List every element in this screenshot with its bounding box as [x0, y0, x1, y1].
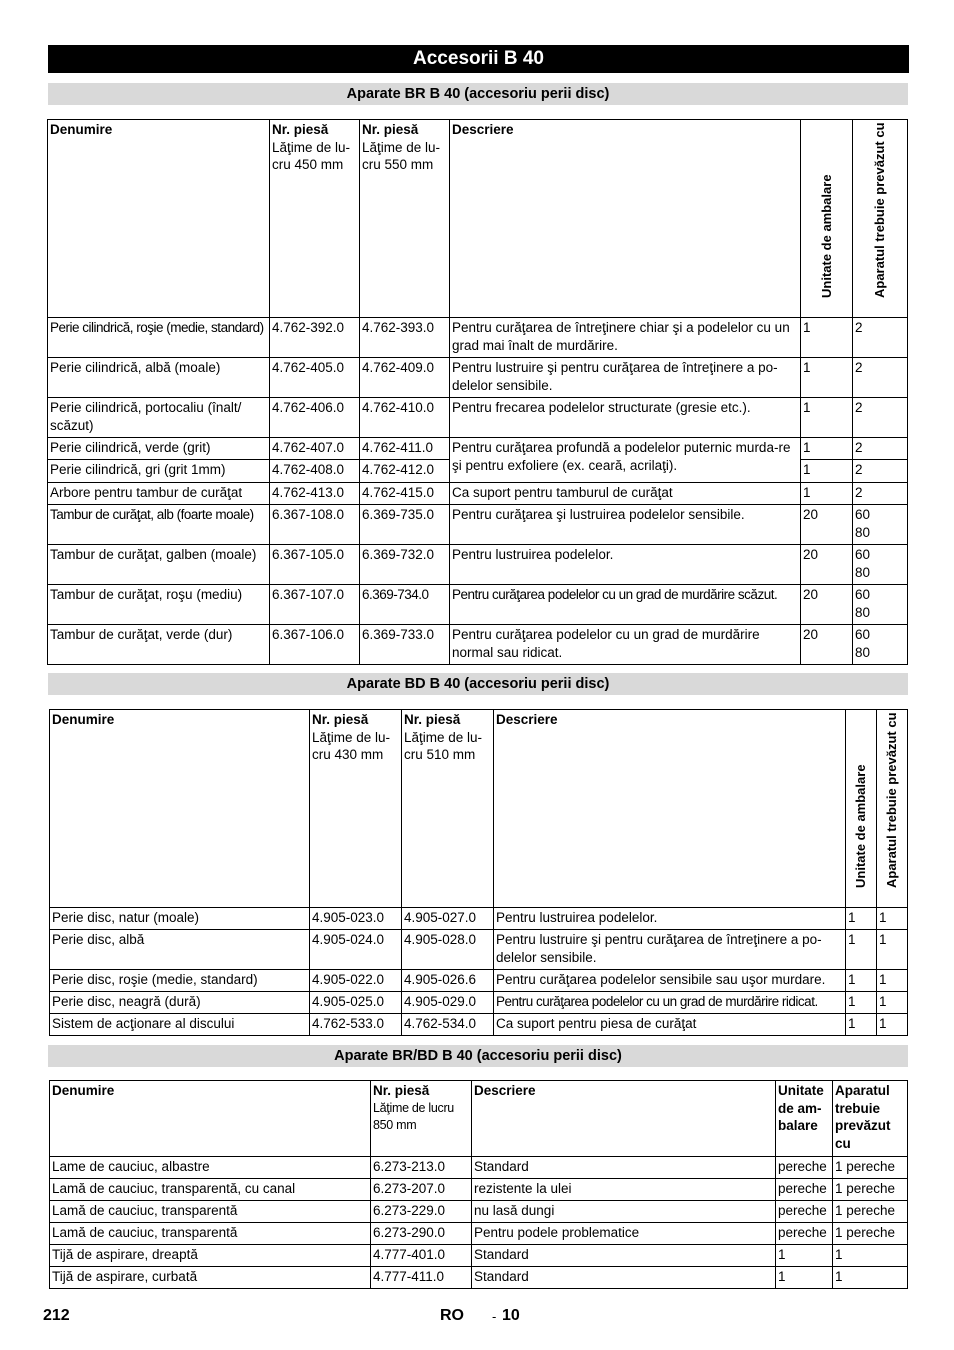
row-req: 1 [833, 1267, 908, 1289]
row-unit: pereche [776, 1157, 833, 1179]
table-row [48, 483, 908, 505]
row-desc: Standard [472, 1157, 776, 1179]
row-part1: 4.762-533.0 [310, 1014, 402, 1036]
table-brbd [49, 1080, 908, 1289]
row-unit: pereche [776, 1179, 833, 1201]
row-part2: 4.762-534.0 [402, 1014, 494, 1036]
row-req: 1 [877, 992, 908, 1014]
col-header-unit: Unitate de am-balare [776, 1081, 833, 1157]
footer-dash: - [492, 1309, 497, 1324]
table-row [50, 908, 908, 930]
row-part2: 4.905-029.0 [402, 992, 494, 1014]
row-unit: 20 [801, 545, 853, 585]
row-part1: 6.273-207.0 [371, 1179, 472, 1201]
row-desc: rezistente la ulei [472, 1179, 776, 1201]
section-title-brbd: Aparate BR/BD B 40 (accesoriu perii disc) [48, 1045, 908, 1067]
row-unit: 1 [776, 1245, 833, 1267]
col-header-desc: Descriere [494, 710, 846, 908]
row-part1: 4.762-407.0 [270, 438, 360, 460]
row-desc: Pentru podele problematice [472, 1223, 776, 1245]
row-desc: Pentru lustruirea podelelor. [450, 545, 801, 585]
row-unit: 1 [801, 438, 853, 460]
row-unit: 20 [801, 585, 853, 625]
table-header-row [50, 1081, 908, 1157]
table-bd [49, 709, 908, 1036]
row-unit: 1 [846, 930, 877, 970]
col-header-required: Aparatul trebuie prevăzut cu [853, 120, 908, 318]
row-part2: 4.905-028.0 [402, 930, 494, 970]
row-part2: 4.762-393.0 [360, 318, 450, 358]
row-req: 1 [877, 930, 908, 970]
row-name: Tambur de curăţat, roşu (mediu) [48, 585, 270, 625]
row-desc: Pentru curăţarea podelelor cu un grad de murdărire ridicat. [494, 992, 846, 1014]
row-part1: 4.905-022.0 [310, 970, 402, 992]
row-req: 60 80 [853, 545, 908, 585]
section-title-br: Aparate BR B 40 (accesoriu perii disc) [48, 83, 908, 105]
table-row [48, 358, 908, 398]
row-name: Tijă de aspirare, curbată [50, 1267, 371, 1289]
page-number: 212 [43, 1307, 70, 1324]
row-part1: 6.367-105.0 [270, 545, 360, 585]
table-br [47, 119, 908, 665]
table-row [48, 585, 908, 625]
row-desc: Pentru lustruire şi pentru curăţarea de întreţinere a po-delelor sensibile. [494, 930, 846, 970]
table-row [50, 1245, 908, 1267]
row-req: 60 80 [853, 625, 908, 665]
row-name: Perie disc, roşie (medie, standard) [50, 970, 310, 992]
row-unit: 20 [801, 625, 853, 665]
row-part1: 4.762-405.0 [270, 358, 360, 398]
page-title: Accesorii B 40 [48, 45, 909, 73]
row-desc: Pentru lustruirea podelelor. [494, 908, 846, 930]
row-part1: 4.777-411.0 [371, 1267, 472, 1289]
row-req: 60 80 [853, 585, 908, 625]
row-unit: 1 [846, 1014, 877, 1036]
row-unit: 20 [801, 505, 853, 545]
row-req: 1 [833, 1245, 908, 1267]
row-desc: Standard [472, 1245, 776, 1267]
col-header-desc: Descriere [472, 1081, 776, 1157]
row-unit: 1 [801, 318, 853, 358]
row-part1: 6.367-106.0 [270, 625, 360, 665]
table-row [48, 625, 908, 665]
col-header-part2: Nr. piesă Lăţime de lu-cru 550 mm [360, 120, 450, 318]
row-name: Tambur de curăţat, galben (moale) [48, 545, 270, 585]
col-header-part1: Nr. piesă Lăţime de lucru 850 mm [371, 1081, 472, 1157]
col-header-name: Denumire [48, 120, 270, 318]
table-row [50, 1223, 908, 1245]
table-row [50, 930, 908, 970]
row-name: Perie cilindrică, verde (grit) [48, 438, 270, 460]
row-desc: Pentru frecarea podelelor structurate (gresie etc.). [450, 398, 801, 438]
row-req: 60 80 [853, 505, 908, 545]
row-unit: pereche [776, 1201, 833, 1223]
table-header-row [48, 120, 908, 318]
row-name: Lamă de cauciuc, transparentă, cu canal [50, 1179, 371, 1201]
row-unit: 1 [801, 398, 853, 438]
row-part2: 4.762-412.0 [360, 460, 450, 483]
row-part1: 6.273-213.0 [371, 1157, 472, 1179]
row-name: Tambur de curăţat, verde (dur) [48, 625, 270, 665]
row-unit: 1 [846, 970, 877, 992]
row-name: Perie cilindrică, roşie (medie, standard) [48, 318, 270, 358]
col-header-unit: Unitate de ambalare [846, 710, 877, 908]
row-name: Perie disc, natur (moale) [50, 908, 310, 930]
row-unit: 1 [776, 1267, 833, 1289]
row-req: 2 [853, 438, 908, 460]
row-name: Arbore pentru tambur de curăţat [48, 483, 270, 505]
row-part2: 4.762-409.0 [360, 358, 450, 398]
row-part1: 6.273-290.0 [371, 1223, 472, 1245]
table-row [48, 545, 908, 585]
row-req: 2 [853, 358, 908, 398]
row-name: Lame de cauciuc, albastre [50, 1157, 371, 1179]
row-part1: 4.762-392.0 [270, 318, 360, 358]
table-row [48, 505, 908, 545]
row-part1: 4.905-025.0 [310, 992, 402, 1014]
row-desc: nu lasă dungi [472, 1201, 776, 1223]
row-name: Tambur de curăţat, alb (foarte moale) [48, 505, 270, 545]
row-unit: 1 [846, 992, 877, 1014]
row-part1: 6.367-108.0 [270, 505, 360, 545]
row-req: 1 pereche [833, 1179, 908, 1201]
col-header-unit: Unitate de ambalare [801, 120, 853, 318]
col-header-name: Denumire [50, 1081, 371, 1157]
row-desc: Pentru curăţarea podelelor sensibile sau uşor murdare. [494, 970, 846, 992]
row-part2: 4.762-411.0 [360, 438, 450, 460]
row-unit: 1 [801, 483, 853, 505]
row-name: Lamă de cauciuc, transparentă [50, 1201, 371, 1223]
col-header-name: Denumire [50, 710, 310, 908]
row-part1: 6.367-107.0 [270, 585, 360, 625]
row-desc: Pentru curăţarea podelelor cu un grad de murdărire scăzut. [450, 585, 801, 625]
row-part1: 4.905-023.0 [310, 908, 402, 930]
table-row [50, 1157, 908, 1179]
col-header-desc: Descriere [450, 120, 801, 318]
row-part1: 4.762-406.0 [270, 398, 360, 438]
row-part2: 4.905-027.0 [402, 908, 494, 930]
table-header-row [50, 710, 908, 908]
table-row [48, 318, 908, 358]
row-desc: Pentru curăţarea şi lustruirea podelelor sensibile. [450, 505, 801, 545]
row-part1: 4.905-024.0 [310, 930, 402, 970]
row-unit: 1 [846, 908, 877, 930]
row-name: Perie cilindrică, portocaliu (înalt/ scăzut) [48, 398, 270, 438]
row-req: 2 [853, 460, 908, 483]
footer-sub-page: 10 [502, 1307, 520, 1324]
row-unit: pereche [776, 1223, 833, 1245]
row-desc: Ca suport pentru piesa de curăţat [494, 1014, 846, 1036]
row-part2: 6.369-734.0 [360, 585, 450, 625]
row-desc: Ca suport pentru tamburul de curăţat [450, 483, 801, 505]
table-row [50, 1267, 908, 1289]
row-req: 1 pereche [833, 1223, 908, 1245]
row-part1: 4.762-413.0 [270, 483, 360, 505]
col-header-part2: Nr. piesă Lăţime de lu-cru 510 mm [402, 710, 494, 908]
row-part2: 4.762-415.0 [360, 483, 450, 505]
row-name: Perie cilindrică, gri (grit 1mm) [48, 460, 270, 483]
row-name: Perie cilindrică, albă (moale) [48, 358, 270, 398]
row-req: 1 [877, 1014, 908, 1036]
row-part2: 6.369-733.0 [360, 625, 450, 665]
row-part2: 6.369-732.0 [360, 545, 450, 585]
table-row [50, 1014, 908, 1036]
table-row [50, 1179, 908, 1201]
row-name: Tijă de aspirare, dreaptă [50, 1245, 371, 1267]
section-title-bd: Aparate BD B 40 (accesoriu perii disc) [48, 673, 908, 695]
row-unit: 1 [801, 358, 853, 398]
table-row [50, 1201, 908, 1223]
row-part2: 6.369-735.0 [360, 505, 450, 545]
table-row [48, 398, 908, 438]
row-part1: 4.777-401.0 [371, 1245, 472, 1267]
row-req: 2 [853, 318, 908, 358]
row-part1: 6.273-229.0 [371, 1201, 472, 1223]
col-header-required: Aparatul trebuie prevăzut cu [833, 1081, 908, 1157]
row-req: 2 [853, 398, 908, 438]
row-part2: 4.905-026.6 [402, 970, 494, 992]
row-desc: Pentru curăţarea profundă a podelelor puternic murda-re şi pentru exfoliere (ex. ceară, acrilaţi). [450, 438, 801, 483]
row-req: 1 pereche [833, 1157, 908, 1179]
row-unit: 1 [801, 460, 853, 483]
footer-lang: RO [440, 1307, 464, 1324]
table-row [50, 992, 908, 1014]
row-desc: Pentru curăţarea de întreţinere chiar şi a podelelor cu un grad mai înalt de murdărire. [450, 318, 801, 358]
table-row [50, 970, 908, 992]
row-part1: 4.762-408.0 [270, 460, 360, 483]
table-row [48, 438, 908, 460]
row-name: Sistem de acţionare al discului [50, 1014, 310, 1036]
col-header-required: Aparatul trebuie prevăzut cu [877, 710, 908, 908]
row-req: 1 [877, 908, 908, 930]
row-name: Perie disc, neagră (dură) [50, 992, 310, 1014]
row-name: Lamă de cauciuc, transparentă [50, 1223, 371, 1245]
col-header-part1: Nr. piesă Lăţime de lu-cru 430 mm [310, 710, 402, 908]
col-header-part1: Nr. piesă Lăţime de lu-cru 450 mm [270, 120, 360, 318]
row-desc: Pentru lustruire şi pentru curăţarea de întreţinere a po-delelor sensibile. [450, 358, 801, 398]
row-req: 2 [853, 483, 908, 505]
row-part2: 4.762-410.0 [360, 398, 450, 438]
row-req: 1 pereche [833, 1201, 908, 1223]
row-desc: Standard [472, 1267, 776, 1289]
row-desc: Pentru curăţarea podelelor cu un grad de murdărire normal sau ridicat. [450, 625, 801, 665]
row-name: Perie disc, albă [50, 930, 310, 970]
row-req: 1 [877, 970, 908, 992]
